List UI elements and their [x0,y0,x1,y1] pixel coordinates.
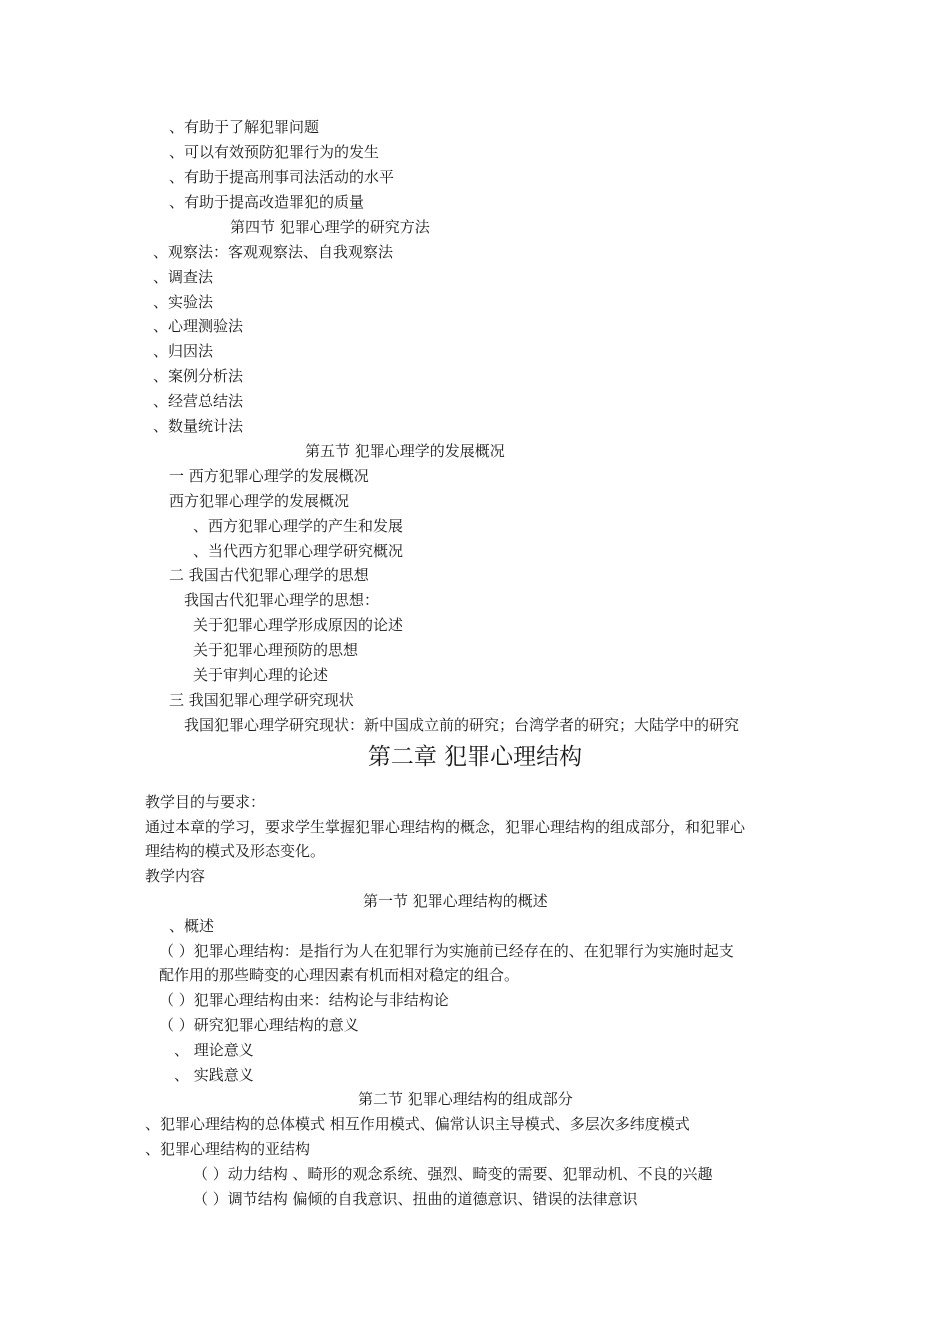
overview-item: 、概述 [169,917,215,935]
benefit-item: 、可以有效预防犯罪行为的发生 [169,143,380,161]
definition-text: （ ）犯罪心理结构：是指行为人在犯罪行为实施前已经存在的、在犯罪行为实施时起支 [159,942,734,960]
content-label: 教学内容 [145,867,206,885]
origin-text: （ ）犯罪心理结构由来：结构论与非结构论 [159,991,449,1009]
part-subtitle: 西方犯罪心理学的发展概况 [169,492,350,510]
significance-item: 、 实践意义 [174,1066,254,1084]
benefit-item: 、有助于提高刑事司法活动的水平 [169,168,395,186]
significance-item: 、 理论意义 [174,1041,254,1059]
section-title: 第四节 犯罪心理学的研究方法 [230,218,430,236]
objectives-text: 理结构的模式及形态变化。 [145,842,326,860]
objectives-label: 教学目的与要求： [145,793,266,811]
part-item: 关于犯罪心理学形成原因的论述 [193,616,404,634]
part-item: 、当代西方犯罪心理学研究概况 [193,542,404,560]
part-item: 关于犯罪心理预防的思想 [193,641,359,659]
significance-text: （ ）研究犯罪心理结构的意义 [159,1016,359,1034]
substructure-item: （ ）动力结构 、畸形的观念系统、强烈、畸变的需要、犯罪动机、不良的兴趣 [193,1165,713,1183]
method-item: 、数量统计法 [153,417,244,435]
method-item: 、调查法 [153,268,214,286]
chapter-title: 第二章 犯罪心理结构 [367,744,583,770]
definition-text: 配作用的那些畸变的心理因素有机而相对稳定的组合。 [159,966,520,984]
substructure-item: （ ）调节结构 偏倾的自我意识、扭曲的道德意识、错误的法律意识 [193,1190,638,1208]
method-item: 、实验法 [153,293,214,311]
model-item: 、犯罪心理结构的亚结构 [145,1140,311,1158]
part-heading: 二 我国古代犯罪心理学的思想 [169,566,369,584]
objectives-text: 通过本章的学习，要求学生掌握犯罪心理结构的概念，犯罪心理结构的组成部分，和犯罪心 [145,818,746,836]
part-item: 关于审判心理的论述 [193,666,329,684]
section-title: 第五节 犯罪心理学的发展概况 [305,442,505,460]
model-item: 、犯罪心理结构的总体模式 相互作用模式、偏常认识主导模式、多层次多纬度模式 [145,1115,690,1133]
part-subtitle: 我国古代犯罪心理学的思想： [184,591,380,609]
benefit-item: 、有助于了解犯罪问题 [169,118,320,136]
part-item: 、西方犯罪心理学的产生和发展 [193,517,404,535]
section-title: 第一节 犯罪心理结构的概述 [363,892,548,910]
section-title: 第二节 犯罪心理结构的组成部分 [358,1090,573,1108]
part-text: 我国犯罪心理学研究现状：新中国成立前的研究；台湾学者的研究；大陆学中的研究 [184,716,740,734]
method-item: 、心理测验法 [153,317,244,335]
method-item: 、经营总结法 [153,392,244,410]
method-item: 、归因法 [153,342,214,360]
part-heading: 三 我国犯罪心理学研究现状 [169,691,354,709]
method-item: 、观察法：客观观察法、自我观察法 [153,243,394,261]
benefit-item: 、有助于提高改造罪犯的质量 [169,193,365,211]
part-heading: 一 西方犯罪心理学的发展概况 [169,467,369,485]
method-item: 、案例分析法 [153,367,244,385]
